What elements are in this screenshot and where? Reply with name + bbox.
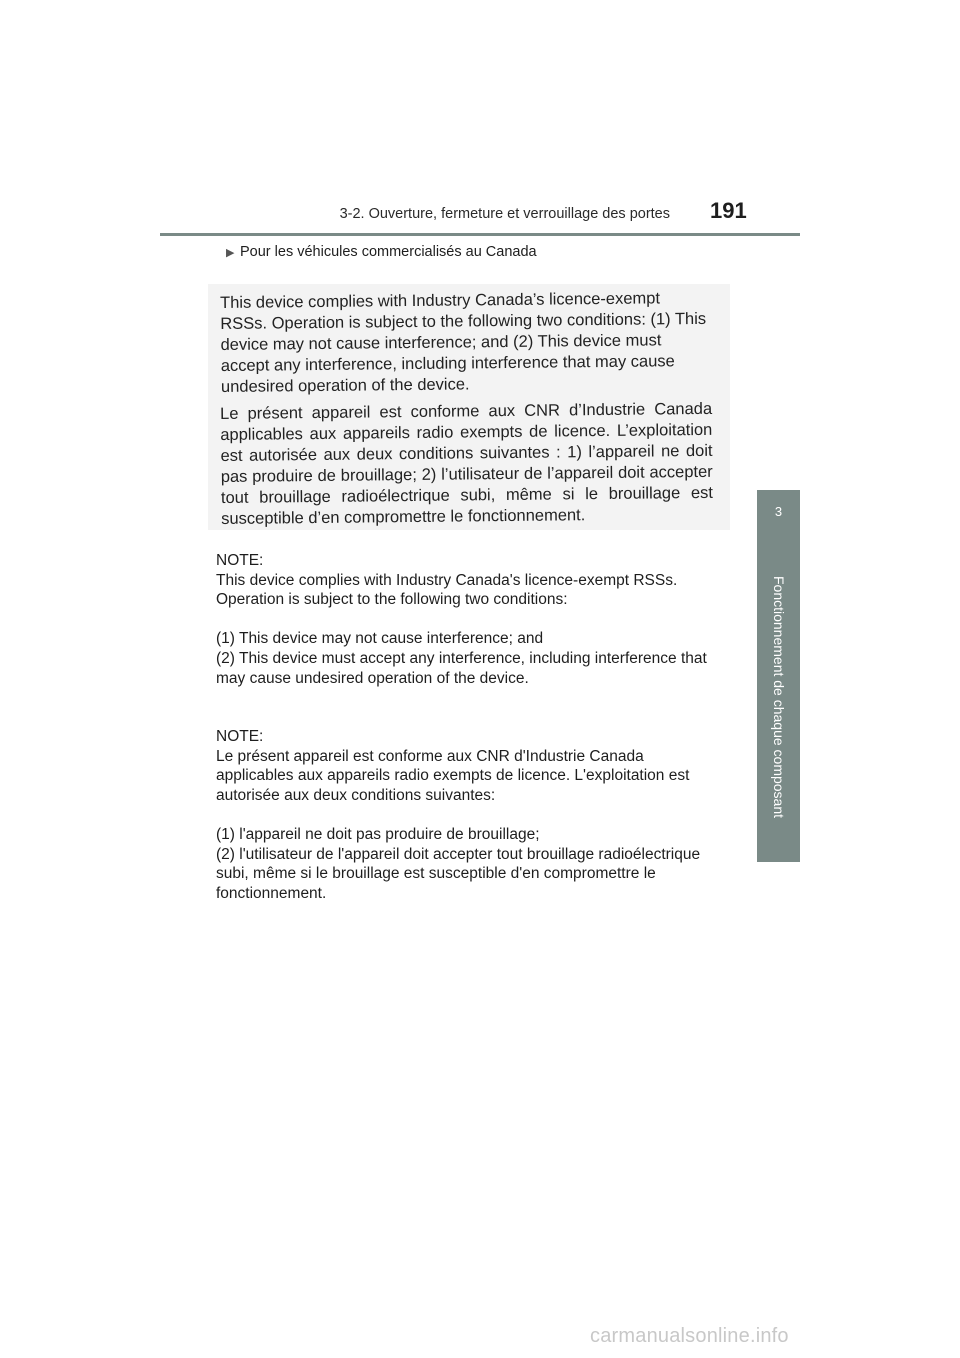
page-number: 191 <box>710 198 747 223</box>
section-header-title: 3-2. Ouverture, fermeture et verrouillage des portes <box>339 206 670 222</box>
note-french-para: Le présent appareil est conforme aux CNR d'Industrie Canada applicables aux appareils radio exempts de licence. L'exploitation est autorisée aux deux conditions suivantes: <box>216 747 690 804</box>
market-heading <box>226 244 537 260</box>
header-divider <box>160 233 800 236</box>
note-french-item1: (1) l'appareil ne doit pas produire de brouillage; <box>216 825 540 843</box>
triangle-right-icon: ▶ <box>226 247 235 259</box>
note-french-item2: (2) l'utilisateur de l'appareil doit accepter tout brouillage radioélectrique subi, même si le brouillage est susceptible d'en compromettre le fonctionnement. <box>216 845 701 902</box>
note-french-title: NOTE: <box>216 728 264 745</box>
note-english-item1: (1) This device may not cause interference; and <box>216 630 544 648</box>
label-english-text: This device complies with Industry Canada’s licence-exempt RSSs. Operation is subject to the following two conditions: (1) This device may not cause interference; and (2) This device must accept any interference, including interference that may cause undesired operation of the device. <box>220 289 707 396</box>
chapter-tab-label <box>757 532 800 862</box>
market-heading-text: Pour les véhicules commercialisés au Canada <box>240 244 537 260</box>
note-english-title: NOTE: <box>216 552 264 569</box>
note-english-line1: This device complies with Industry Canada's licence-exempt RSSs. <box>216 571 678 589</box>
footer-watermark: carmanualsonline.info <box>590 1325 789 1347</box>
note-english-line2: Operation is subject to the following two conditions: <box>216 591 568 609</box>
chapter-tab-number: 3 <box>757 490 800 532</box>
note-english-item2: (2) This device must accept any interference, including interference that may cause undesired operation of the device. <box>216 649 707 687</box>
note-english <box>216 551 716 688</box>
label-french-text: Le présent appareil est conforme aux CNR d’Industrie Canada applicables aux appareils radio exempts de licence. L’exploitation est autorisée aux deux conditions suivantes : 1) l’appareil ne doit pas produire de brouillage; 2) l’utilisateur de l’appareil doit accepter tout brouillage radioélectrique subi, même si le brouillage est susceptible d’en compromettre le fonctionnement. <box>220 399 714 528</box>
chapter-tab-label-text: Fonctionnement de chaque composant <box>770 575 787 819</box>
note-french <box>216 727 716 903</box>
regulatory-label-image <box>208 284 730 530</box>
